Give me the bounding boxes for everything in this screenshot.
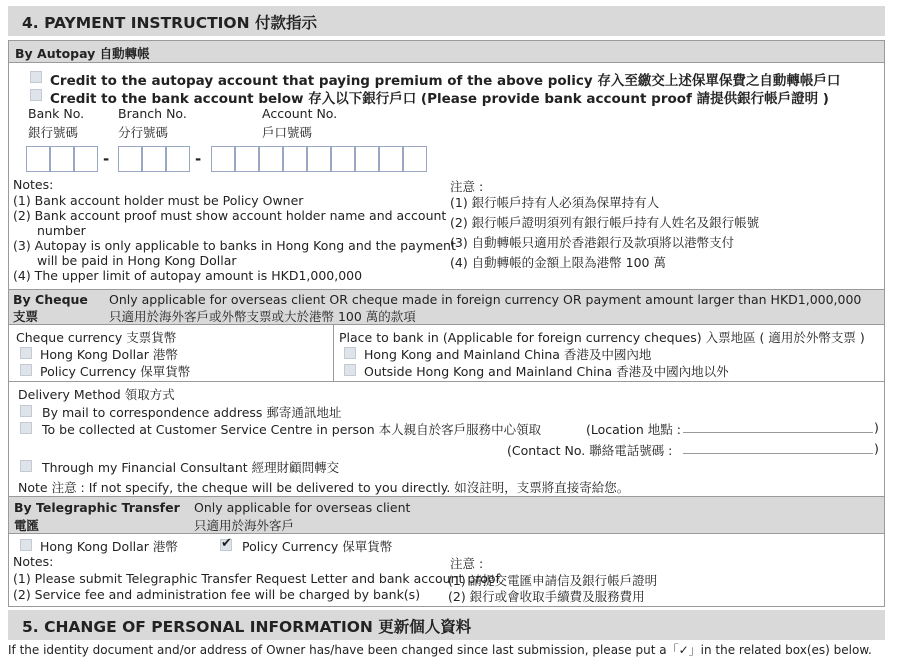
location-label: (Location 地點 : bbox=[586, 422, 681, 437]
cheque-policy-currency-label: Policy Currency 保單貨幣 bbox=[40, 364, 191, 379]
bank-no-label-zh: 銀行號碼 bbox=[28, 125, 79, 140]
autopay-note-en: (1) Bank account holder must be Policy Owner bbox=[13, 193, 304, 208]
section-5-header bbox=[8, 610, 885, 640]
place-hk-mainland-label: Hong Kong and Mainland China 香港及中國內地 bbox=[364, 347, 652, 362]
cheque-header bbox=[8, 289, 885, 325]
branch-no-label: Branch No. bbox=[118, 106, 187, 121]
tt-header-label-zh: 電匯 bbox=[14, 518, 40, 533]
bank-branch-separator: - bbox=[103, 150, 110, 168]
location-close-paren: ) bbox=[874, 420, 879, 435]
section-4-title: 4. PAYMENT INSTRUCTION 付款指示 bbox=[22, 14, 317, 32]
tt-notes-label-zh: 注意 : bbox=[450, 556, 484, 571]
delivery-mail-checkbox[interactable] bbox=[20, 405, 32, 417]
account-no-label: Account No. bbox=[262, 106, 338, 121]
tt-note-en: (1) Please submit Telegraphic Transfer Request Letter and bank account proof bbox=[13, 571, 500, 586]
bank-no-digit[interactable] bbox=[26, 146, 50, 172]
check-mark-icon: ✔ bbox=[221, 536, 232, 551]
account-no-label-zh: 戶口號碼 bbox=[262, 125, 313, 140]
tt-note-zh: (2) 銀行或會收取手續費及服務費用 bbox=[448, 589, 645, 604]
account-no-digit[interactable] bbox=[355, 146, 379, 172]
tt-hkd-checkbox[interactable] bbox=[20, 539, 32, 551]
place-hk-mainland-checkbox[interactable] bbox=[344, 347, 356, 359]
tt-note-zh: (1) 請提交電匯申請信及銀行帳戶證明 bbox=[448, 573, 658, 588]
branch-no-digit[interactable] bbox=[166, 146, 190, 172]
autopay-option1-checkbox[interactable] bbox=[30, 71, 42, 83]
cheque-hkd-checkbox[interactable] bbox=[20, 347, 32, 359]
branch-account-separator: - bbox=[195, 150, 202, 168]
branch-no-digit[interactable] bbox=[118, 146, 142, 172]
account-no-digit[interactable] bbox=[379, 146, 403, 172]
section-5-title: 5. CHANGE OF PERSONAL INFORMATION 更新個人資料 bbox=[22, 618, 472, 636]
delivery-method-label: Delivery Method 領取方式 bbox=[18, 387, 175, 402]
autopay-header bbox=[8, 40, 885, 63]
autopay-note-en: (4) The upper limit of autopay amount is HKD1,000,000 bbox=[13, 268, 363, 283]
bank-no-digit[interactable] bbox=[50, 146, 74, 172]
autopay-option2-checkbox[interactable] bbox=[30, 89, 42, 101]
autopay-note-en: (3) Autopay is only applicable to banks in Hong Kong and the payment bbox=[13, 238, 456, 253]
place-outside-checkbox[interactable] bbox=[344, 364, 356, 376]
account-no-digit[interactable] bbox=[235, 146, 259, 172]
cheque-header-label-zh: 支票 bbox=[13, 309, 39, 324]
delivery-mail-label: By mail to correspondence address 郵寄通訊地址 bbox=[42, 405, 342, 420]
tt-header bbox=[8, 496, 885, 534]
place-outside-label: Outside Hong Kong and Mainland China 香港及中國內地以外 bbox=[364, 364, 729, 379]
bank-no-digit[interactable] bbox=[74, 146, 98, 172]
delivery-collect-label: To be collected at Customer Service Centre in person 本人親自於客戶服務中心領取 bbox=[42, 422, 542, 437]
tt-header-label: By Telegraphic Transfer bbox=[14, 500, 180, 515]
delivery-consultant-label: Through my Financial Consultant 經理財顧問轉交 bbox=[42, 460, 340, 475]
account-no-digit[interactable] bbox=[283, 146, 307, 172]
tt-note-en: (2) Service fee and administration fee will be charged by bank(s) bbox=[13, 587, 421, 602]
section-4-header bbox=[8, 6, 885, 36]
tt-policy-currency-label: Policy Currency 保單貨幣 bbox=[242, 539, 393, 554]
autopay-header-label: By Autopay 自動轉帳 bbox=[15, 46, 150, 61]
account-no-digit[interactable] bbox=[211, 146, 235, 172]
autopay-note-zh: (2) 銀行帳戶證明須列有銀行帳戶持有人姓名及銀行帳號 bbox=[450, 215, 760, 230]
tt-description-zh: 只適用於海外客戶 bbox=[194, 518, 295, 533]
contact-input-line[interactable] bbox=[683, 453, 873, 454]
autopay-note-zh: (3) 自動轉帳只適用於香港銀行及款項將以港幣支付 bbox=[450, 235, 735, 250]
delivery-note: Note 注意 : If not specify, the cheque will be delivered to you directly. 如沒註明，支票將直接寄給您。 bbox=[18, 480, 630, 495]
delivery-consultant-checkbox[interactable] bbox=[20, 460, 32, 472]
tt-notes-label: Notes: bbox=[13, 554, 54, 569]
cheque-description-zh: 只適用於海外客戶或外幣支票或大於港幣 100 萬的款項 bbox=[109, 309, 416, 324]
autopay-note-zh: (4) 自動轉帳的金額上限為港幣 100 萬 bbox=[450, 255, 666, 270]
tt-hkd-label: Hong Kong Dollar 港幣 bbox=[40, 539, 178, 554]
autopay-option1-label: Credit to the autopay account that paying premium of the above policy 存入至繳交上述保單保費之自動轉帳戶口 bbox=[50, 73, 841, 89]
autopay-note-zh: (1) 銀行帳戶持有人必須為保單持有人 bbox=[450, 195, 660, 210]
place-to-bank-label: Place to bank in (Applicable for foreign currency cheques) 入票地區 ( 適用於外幣支票 ) bbox=[339, 330, 865, 345]
account-no-digit[interactable] bbox=[331, 146, 355, 172]
account-no-digit[interactable] bbox=[259, 146, 283, 172]
cheque-header-label: By Cheque bbox=[13, 292, 88, 307]
contact-label: (Contact No. 聯絡電話號碼 : bbox=[507, 443, 673, 458]
autopay-option2-label: Credit to the bank account below 存入以下銀行戶口 (Please provide bank account proof 請提供銀行帳戶證明 ) bbox=[50, 91, 829, 107]
section-5-intro: If the identity document and/or address of Owner has/have been changed since last submission, please put a「✓」in the related box(es) below. bbox=[8, 643, 872, 657]
branch-no-label-zh: 分行號碼 bbox=[118, 125, 169, 140]
cheque-currency-label: Cheque currency 支票貨幣 bbox=[16, 330, 177, 345]
account-no-digit[interactable] bbox=[307, 146, 331, 172]
tt-description: Only applicable for overseas client bbox=[194, 500, 411, 515]
autopay-notes-label-zh: 注意 : bbox=[450, 179, 484, 194]
branch-no-digit[interactable] bbox=[142, 146, 166, 172]
autopay-note-en: number bbox=[37, 223, 86, 238]
cheque-hkd-label: Hong Kong Dollar 港幣 bbox=[40, 347, 178, 362]
bank-no-label: Bank No. bbox=[28, 106, 85, 121]
autopay-note-en: (2) Bank account proof must show account holder name and account bbox=[13, 208, 447, 223]
cheque-policy-currency-checkbox[interactable] bbox=[20, 364, 32, 376]
autopay-note-en: will be paid in Hong Kong Dollar bbox=[37, 253, 237, 268]
account-no-digit[interactable] bbox=[403, 146, 427, 172]
delivery-collect-checkbox[interactable] bbox=[20, 422, 32, 434]
contact-close-paren: ) bbox=[874, 441, 879, 456]
autopay-notes-label: Notes: bbox=[13, 177, 54, 192]
cheque-description: Only applicable for overseas client OR cheque made in foreign currency OR payment amount larger than HKD1,000,000 bbox=[109, 292, 862, 307]
tt-policy-currency-checkbox[interactable] bbox=[220, 536, 232, 551]
location-input-line[interactable] bbox=[683, 432, 873, 433]
